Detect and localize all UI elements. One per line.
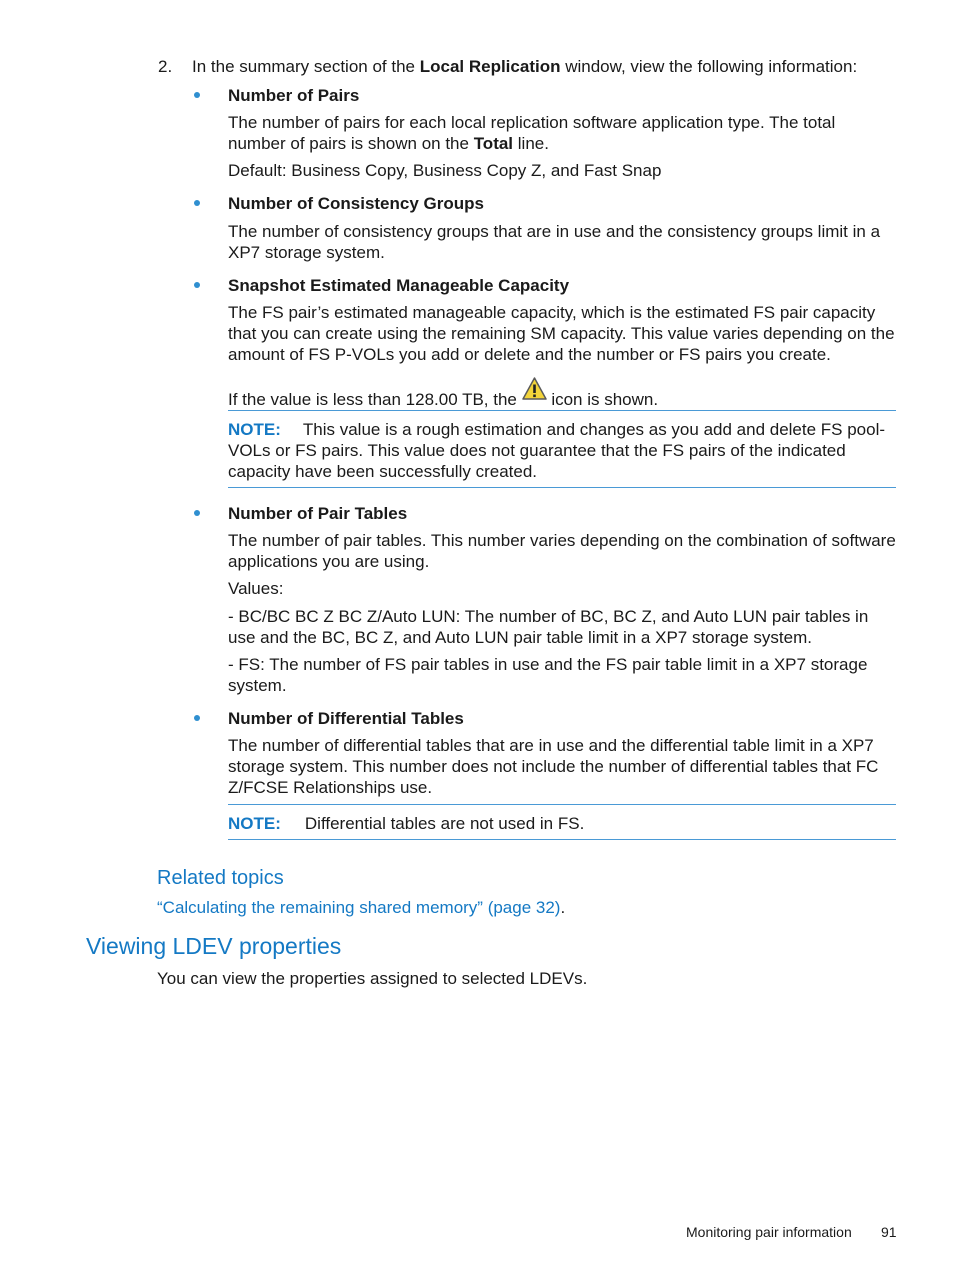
page-number: 91 xyxy=(881,1224,897,1240)
value-text-after: icon is shown. xyxy=(546,390,659,409)
window-name: Local Replication xyxy=(419,57,561,76)
pair-tables-values-label: Values: xyxy=(228,579,284,598)
pairs-desc-before: The number of pairs for each local replication software application type. The total number of pairs is shown on the xyxy=(228,113,836,153)
pair-tables-value-1: - BC/BC BC Z BC Z/Auto LUN: The number of BC, BC Z, and Auto LUN pair tables in use and the BC, BC Z, and Auto LUN pair table limit in a XP7 storage system. xyxy=(228,607,869,647)
step-number: 2. xyxy=(158,57,173,76)
pairs-description xyxy=(228,112,896,154)
total-label: Total xyxy=(473,134,514,153)
related-link[interactable]: “Calculating the remaining shared memory” (page 32) xyxy=(157,898,561,917)
bullet-icon xyxy=(194,715,200,721)
bullet-icon xyxy=(194,510,200,516)
note-label: NOTE: xyxy=(228,814,281,833)
snapshot-title: Snapshot Estimated Manageable Capacity xyxy=(228,276,570,295)
footer-title: Monitoring pair information xyxy=(686,1224,852,1240)
related-topics-heading: Related topics xyxy=(157,867,284,889)
warning-icon xyxy=(522,377,547,401)
bullet-icon xyxy=(194,92,200,98)
value-text-before: If the value is less than 128.00 TB, the xyxy=(228,390,522,409)
note-text: Differential tables are not used in FS. xyxy=(304,814,585,833)
bullet-icon xyxy=(194,282,200,288)
section-heading: Viewing LDEV properties xyxy=(86,933,342,959)
related-link-period: . xyxy=(560,898,566,917)
section-text: You can view the properties assigned to selected LDEVs. xyxy=(157,969,588,988)
note-label: NOTE: xyxy=(228,420,281,439)
step-text xyxy=(192,56,896,77)
related-link-line xyxy=(157,897,565,918)
pair-tables-description: The number of pair tables. This number varies depending on the combination of software applications you are using. xyxy=(228,531,896,571)
diff-note xyxy=(228,804,896,840)
pairs-default: Default: Business Copy, Business Copy Z, and Fast Snap xyxy=(228,161,662,180)
pairs-desc-after: line. xyxy=(513,134,549,153)
diff-note-text xyxy=(228,813,896,834)
consistency-description: The number of consistency groups that are in use and the consistency groups limit in a XP7 storage system. xyxy=(228,222,881,262)
step-text-before: In the summary section of the xyxy=(192,57,420,76)
diff-tables-title: Number of Differential Tables xyxy=(228,709,464,728)
pair-tables-value-2: - FS: The number of FS pair tables in use and the FS pair table limit in a XP7 storage system. xyxy=(228,655,868,695)
step-text-after: window, view the following information: xyxy=(560,57,858,76)
pairs-title: Number of Pairs xyxy=(228,86,360,105)
snapshot-note xyxy=(228,410,896,488)
consistency-title: Number of Consistency Groups xyxy=(228,194,484,213)
snapshot-description: The FS pair’s estimated manageable capacity, which is the estimated FS pair capacity that you can create using the remaining SM capacity. This value varies depending on the amount of FS P-VOLs you add or delete and the number or FS pairs you create. xyxy=(228,303,895,364)
note-text: This value is a rough estimation and changes as you add and delete FS pool-VOLs or FS pairs. This value does not guarantee that the FS pairs of the indicated capacity have been successfully created. xyxy=(228,420,886,481)
snapshot-note-text xyxy=(228,419,896,482)
bullet-icon xyxy=(194,200,200,206)
diff-tables-description: The number of differential tables that are in use and the differential table limit in a XP7 storage system. This number does not include the number of differential tables that FC Z/FCSE Relationships use. xyxy=(228,736,879,797)
snapshot-value-text xyxy=(228,383,896,410)
pair-tables-title: Number of Pair Tables xyxy=(228,504,408,523)
